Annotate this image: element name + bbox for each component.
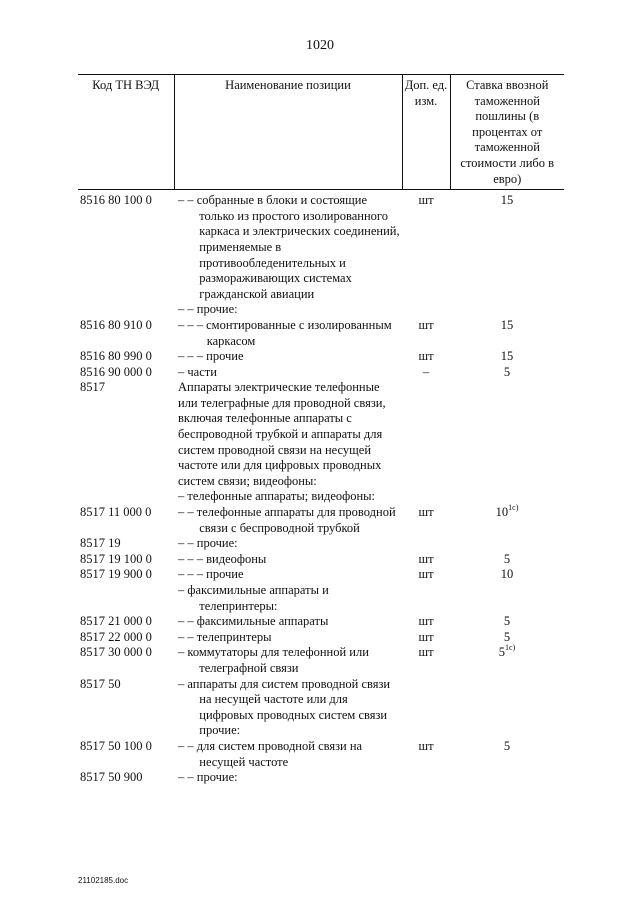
row-name-text: телефонные аппараты; видеофоны: — [187, 489, 376, 504]
row-dash: – – – — [178, 567, 207, 582]
header-rate: Ставка ввозной таможенной пошлины (в процентах от таможенной стоимости либо в евро) — [450, 75, 564, 190]
row-name — [178, 645, 400, 676]
row-rate-cell — [450, 489, 564, 505]
row-code — [78, 302, 174, 318]
row-rate-cell — [450, 614, 564, 630]
row-unit: шт — [418, 505, 434, 520]
table-row — [78, 567, 564, 583]
row-name-text: прочие: — [196, 770, 238, 785]
row-code: 8516 80 910 0 — [80, 317, 152, 332]
row-name — [178, 505, 400, 536]
row-rate-cell — [450, 349, 564, 365]
row-rate: 5 — [503, 614, 511, 629]
row-code: 8517 19 — [80, 536, 121, 551]
row-rate-cell — [450, 567, 564, 583]
row-name-cell — [174, 552, 402, 568]
table-row — [78, 677, 564, 739]
row-rate-cell — [450, 645, 564, 676]
row-name — [178, 770, 400, 786]
row-code: 8517 11 000 0 — [80, 505, 152, 520]
row-code: 8516 80 990 0 — [80, 349, 152, 364]
row-name — [178, 318, 400, 349]
row-name — [178, 614, 400, 630]
row-unit — [402, 770, 450, 786]
row-unit: шт — [418, 567, 434, 582]
table-row — [78, 190, 564, 303]
row-unit — [402, 302, 450, 318]
row-dash: – – — [178, 193, 197, 208]
row-code — [78, 583, 174, 614]
header-code: Код ТН ВЭД — [78, 75, 174, 190]
row-code: 8517 22 000 0 — [80, 629, 152, 644]
row-code: 8517 — [80, 380, 105, 395]
row-name — [178, 739, 400, 770]
table-row — [78, 302, 564, 318]
row-name — [178, 630, 400, 646]
row-unit: шт — [418, 193, 434, 208]
row-name — [178, 489, 400, 505]
row-unit: шт — [418, 349, 434, 364]
row-rate-cell — [450, 770, 564, 786]
row-name-text: части — [187, 364, 217, 379]
row-rate-cell — [450, 505, 564, 536]
row-code — [78, 489, 174, 505]
row-name — [178, 380, 400, 489]
row-rate: 5 — [498, 645, 506, 660]
row-unit — [402, 677, 450, 739]
row-name — [178, 552, 400, 568]
row-name-cell — [174, 365, 402, 381]
row-name-text: видеофоны — [206, 551, 267, 566]
row-rate-cell — [450, 380, 564, 489]
row-rate-cell — [450, 536, 564, 552]
row-rate: 5 — [503, 629, 511, 644]
table-row — [78, 552, 564, 568]
row-unit: шт — [418, 629, 434, 644]
row-name-text: для систем проводной связи на несущей частоте — [196, 738, 363, 769]
row-name-cell — [174, 583, 402, 614]
row-rate-note: 1с) — [505, 643, 516, 653]
row-name-cell — [174, 630, 402, 646]
row-name-cell — [174, 614, 402, 630]
row-name-text: прочие — [206, 349, 244, 364]
row-dash: – — [178, 364, 188, 379]
tariff-table — [78, 74, 564, 786]
row-dash: – – — [178, 302, 197, 317]
row-name-text: собранные в блоки и состоящие только из простого изолированного каркаса и электрических соединений, применяемые в противообледенительных и размораживающих системах гражданской авиации — [196, 193, 400, 301]
row-name-cell — [174, 645, 402, 676]
row-rate-cell — [450, 739, 564, 770]
row-code: 8517 19 900 0 — [80, 567, 152, 582]
row-rate-cell — [450, 552, 564, 568]
row-code: 8517 50 900 — [80, 770, 143, 785]
row-dash: – – — [178, 614, 197, 629]
row-rate-cell — [450, 318, 564, 349]
row-unit: шт — [418, 645, 434, 660]
row-code: 8516 90 000 0 — [80, 364, 152, 379]
row-unit: шт — [418, 614, 434, 629]
row-name-cell — [174, 770, 402, 786]
row-name-text: факсимильные аппараты и телепринтеры: — [187, 583, 329, 613]
row-unit: шт — [418, 551, 434, 566]
row-name-cell — [174, 739, 402, 770]
table-row — [78, 739, 564, 770]
row-name-cell — [174, 505, 402, 536]
table-row — [78, 614, 564, 630]
row-code: 8517 19 100 0 — [80, 551, 152, 566]
row-rate: 10 — [495, 505, 509, 520]
row-rate-cell — [450, 583, 564, 614]
row-name — [178, 677, 400, 739]
row-name-cell — [174, 677, 402, 739]
row-name-cell — [174, 349, 402, 365]
table-row — [78, 770, 564, 786]
row-dash: – – – — [178, 551, 207, 566]
table-row — [78, 505, 564, 536]
row-name-text: факсимильные аппараты — [196, 614, 329, 629]
row-name-cell — [174, 489, 402, 505]
table-row — [78, 489, 564, 505]
row-dash: – – — [178, 536, 197, 551]
row-dash: – — [178, 489, 188, 504]
row-dash: – – — [178, 738, 197, 753]
row-name-text: коммутаторы для телефонной или телеграфной связи — [187, 645, 369, 675]
table-row — [78, 645, 564, 676]
row-code: 8517 50 — [80, 676, 121, 691]
table-row — [78, 318, 564, 349]
row-rate: 15 — [500, 317, 514, 332]
row-name-cell — [174, 318, 402, 349]
row-dash: – — [178, 583, 188, 597]
row-name-text: прочие — [206, 567, 244, 582]
row-name-text: аппараты для систем проводной связи на несущей частоте или для цифровых проводных систем связи прочие: — [187, 676, 391, 738]
row-dash: – – — [178, 770, 197, 785]
row-name — [178, 583, 400, 614]
row-unit — [402, 583, 450, 614]
row-name-text: прочие: — [196, 536, 238, 551]
table-row — [78, 380, 564, 489]
row-rate: 10 — [500, 567, 514, 582]
row-name — [178, 349, 400, 365]
row-rate: 15 — [500, 349, 514, 364]
row-name-cell — [174, 190, 402, 303]
row-rate: 5 — [503, 551, 511, 566]
row-rate-note: 1с) — [508, 503, 519, 513]
row-name — [178, 567, 400, 583]
row-unit — [402, 536, 450, 552]
row-name-text: прочие: — [196, 302, 238, 317]
row-code: 8517 50 100 0 — [80, 738, 152, 753]
row-unit: шт — [418, 738, 434, 753]
header-unit: Доп. ед. изм. — [402, 75, 450, 190]
row-unit: шт — [418, 317, 434, 332]
row-unit: – — [422, 364, 430, 379]
row-name-text: смонтированные с изолированным каркасом — [206, 317, 392, 348]
tariff-body — [78, 190, 564, 786]
row-rate: 15 — [500, 193, 514, 208]
table-row — [78, 349, 564, 365]
row-name — [178, 193, 400, 302]
table-row — [78, 583, 564, 614]
footer-filename: 21102185.doc — [78, 876, 129, 885]
table-row — [78, 365, 564, 381]
row-rate: 5 — [503, 738, 511, 753]
row-unit — [402, 380, 450, 489]
row-dash: – – — [178, 629, 197, 644]
row-rate-cell — [450, 365, 564, 381]
table-row — [78, 630, 564, 646]
row-code: 8517 21 000 0 — [80, 614, 152, 629]
row-name-text: телефонные аппараты для проводной связи с беспроводной трубкой — [196, 505, 396, 535]
row-dash: – — [178, 676, 188, 691]
row-name-cell — [174, 302, 402, 318]
row-name-cell — [174, 567, 402, 583]
row-rate: 5 — [503, 364, 511, 379]
page-number: 1020 — [306, 38, 334, 53]
row-dash: – – — [178, 505, 197, 520]
row-unit — [402, 489, 450, 505]
table-header-row — [78, 75, 564, 190]
row-code: 8517 30 000 0 — [80, 645, 152, 660]
row-rate-cell — [450, 302, 564, 318]
row-dash: – – – — [178, 317, 207, 332]
row-name-cell — [174, 536, 402, 552]
row-dash: – — [178, 645, 188, 660]
row-name-text: телепринтеры — [196, 629, 272, 644]
row-name-text: Аппараты электрические телефонные или телеграфные для проводной связи, включая телефонные аппараты с беспроводной трубкой и аппараты для систем проводной связи на несущей частоте или для цифровых проводных систем связи; видеофоны: — [178, 380, 386, 488]
header-name: Наименование позиции — [174, 75, 402, 190]
row-name — [178, 536, 400, 552]
row-dash: – – – — [178, 349, 207, 364]
row-rate-cell — [450, 190, 564, 303]
row-code: 8516 80 100 0 — [80, 193, 152, 208]
table-row — [78, 536, 564, 552]
row-rate-cell — [450, 677, 564, 739]
row-name-cell — [174, 380, 402, 489]
row-name — [178, 365, 400, 381]
row-name — [178, 302, 400, 318]
